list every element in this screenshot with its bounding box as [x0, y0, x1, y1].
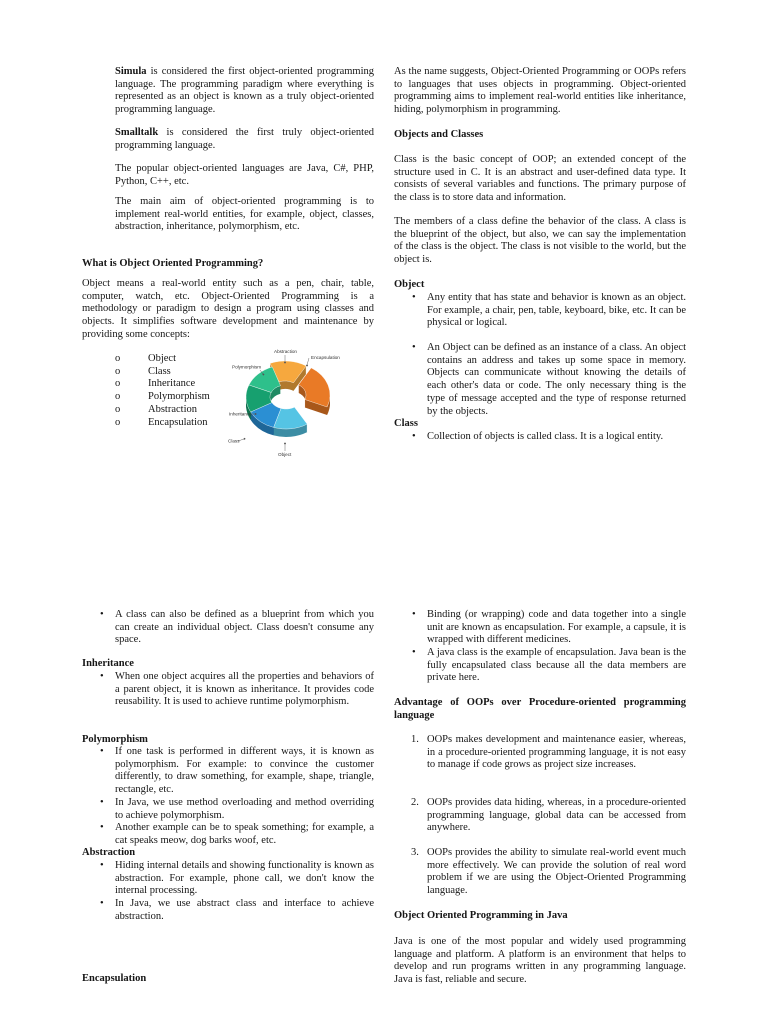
advantage-heading: Advantage of OOPs over Procedure-oriented programming language — [394, 697, 686, 721]
polymorphism-bullet — [100, 822, 374, 847]
bullet-marker: • — [100, 822, 104, 833]
diagram-label-encapsulation: Encapsulation — [311, 355, 340, 360]
leader-dot — [284, 443, 285, 444]
concept-label: Encapsulation — [148, 416, 208, 428]
polymorphism-subheading: Polymorphism — [82, 734, 148, 745]
bullet-marker: • — [412, 609, 416, 620]
encapsulation-bullet — [412, 647, 686, 685]
advantage-item — [411, 797, 686, 835]
diagram-label-polymorphism: Polymorphism — [232, 364, 262, 370]
simula-paragraph — [115, 66, 374, 117]
list-marker: o — [115, 365, 121, 377]
list-number: 3. — [411, 847, 419, 858]
concept-label: Object — [148, 353, 176, 364]
diagram-label-inheritance: Inheritance — [229, 411, 252, 417]
oop-concepts-list — [115, 353, 210, 429]
polymorphism-bullet-text: Another example can be to speak something; for example, a cat speaks meow, dog barks woof, etc. — [115, 822, 374, 846]
polymorphism-bullet-text: If one task is performed in different ways, it is known as polymorphism. For example: to convince the customer differently, to draw something, for example, shape, triangle, rectangle, etc. — [115, 746, 374, 796]
leader-dot — [263, 374, 264, 375]
class-bullet-text: Collection of objects is called class. It is a logical entity. — [427, 431, 664, 442]
inheritance-bullet-text: When one object acquires all the properties and behaviors of a parent object, it is known as inheritance. It provides code reusability. It is used to achieve runtime polymorphism. — [115, 671, 374, 708]
oops-intro-paragraph: As the name suggests, Object-Oriented Programming or OOPs refers to languages that uses objects in programming. Object-oriented programming aims to implement real-world entities like inheritance, hiding, polymorphism in programming. — [394, 66, 686, 116]
abstraction-bullet-text: Hiding internal details and showing functionality is known as abstraction. For example, phone call, we don't know the internal processing. — [115, 860, 374, 897]
diagram-ring — [246, 361, 330, 437]
concept-label: Class — [148, 365, 171, 377]
class-members-paragraph: The members of a class define the behavior of the class. A class is the blueprint of the object, but also, we can say the implementation of the class is the object. The class is not visible to the world, but the object is. — [394, 216, 686, 266]
list-item — [115, 417, 210, 430]
object-bullet — [412, 342, 686, 418]
bullet-marker: • — [100, 746, 104, 757]
class-subheading: Class — [394, 418, 418, 429]
list-marker: o — [115, 391, 121, 403]
object-bullet-text: An Object can be defined as an instance of a class. An object contains an address and takes up some space in memory. Objects can communicate without knowing the details of each other's data or code. The only necessary thing is the type of message accepted and the type of response returned by the objects. — [427, 342, 686, 417]
list-number: 2. — [411, 797, 419, 808]
bullet-marker: • — [100, 609, 104, 620]
smalltalk-paragraph — [115, 127, 374, 152]
abstraction-subheading: Abstraction — [82, 847, 136, 858]
advantage-item — [411, 847, 686, 898]
inheritance-subheading: Inheritance — [82, 658, 134, 669]
bullet-marker: • — [412, 647, 416, 658]
oop-concepts-ring-diagram — [226, 343, 344, 461]
simula-term: Simula — [115, 66, 147, 77]
advantage-text: OOPs makes development and maintenance easier, whereas, in a procedure-oriented programming language, it is not easy to manage if code grows as project size increases. — [427, 734, 686, 771]
object-bullet-text: Any entity that has state and behavior is known as an object. For example, a chair, pen, table, keyboard, bike, etc. It can be physical or logical. — [427, 292, 686, 329]
class-concept-paragraph: Class is the basic concept of OOP; an extended concept of the structure used in C. It is an abstract and user-defined data type. It consists of several variables and functions. The primary purpose of the class is to store data and information. — [394, 154, 686, 204]
encapsulation-bullet — [412, 609, 686, 647]
class-blueprint-bullet — [100, 609, 374, 647]
list-marker: o — [115, 378, 121, 390]
leader-dot — [244, 438, 245, 439]
diagram-label-class: Class — [228, 438, 240, 444]
encapsulation-subheading: Encapsulation — [82, 973, 147, 984]
bullet-marker: • — [412, 342, 416, 353]
encapsulation-bullet-text: Binding (or wrapping) code and data together into a single unit are known as encapsulation. For example, a capsule, it is wrapped with different medicines. — [427, 609, 686, 646]
list-marker: o — [115, 353, 121, 364]
objects-and-classes-heading: Objects and Classes — [394, 129, 484, 140]
bullet-marker: • — [412, 431, 416, 442]
oop-in-java-heading: Object Oriented Programming in Java — [394, 910, 568, 921]
concept-label: Abstraction — [148, 403, 197, 415]
list-item — [115, 353, 210, 366]
what-is-oop-heading: What is Object Oriented Programming? — [82, 258, 264, 269]
leader-dot — [306, 365, 307, 366]
leader-dot — [284, 362, 285, 363]
inheritance-bullet — [100, 671, 374, 709]
polymorphism-bullet-text: In Java, we use method overloading and method overriding to achieve polymorphism. — [115, 797, 374, 821]
bullet-marker: • — [100, 898, 104, 909]
list-number: 1. — [411, 734, 419, 745]
list-item — [115, 391, 210, 404]
concept-label: Inheritance — [148, 378, 196, 390]
bullet-marker: • — [100, 671, 104, 682]
leader-dot — [255, 413, 256, 414]
java-paragraph: Java is one of the most popular and widely used programming language and platform. A platform is an environment that helps to develop and run programs written in any programming language. Java is fast, reliable and secure. — [394, 936, 686, 986]
diagram-label-abstraction: Abstraction — [274, 349, 297, 354]
popular-languages-paragraph: The popular object-oriented languages are Java, C#, PHP, Python, C++, etc. — [115, 163, 374, 187]
list-item — [115, 366, 210, 379]
object-bullet — [412, 292, 686, 330]
polymorphism-bullet — [100, 746, 374, 797]
list-item — [115, 378, 210, 391]
oop-definition-paragraph: Object means a real-world entity such as a pen, chair, table, computer, watch, etc. Object-Oriented Programming is a methodology or paradigm to design a program using classes and objects. It simplifies software development and maintenance by providing some concepts: — [82, 278, 374, 340]
encapsulation-bullet-text: A java class is the example of encapsulation. Java bean is the fully encapsulated class because all the data members are private here. — [427, 647, 686, 684]
list-marker: o — [115, 416, 121, 428]
diagram-label-object: Object — [278, 452, 292, 457]
class-blueprint-text: A class can also be defined as a blueprint from which you can create an individual object. Class doesn't consume any space. — [115, 609, 374, 646]
advantage-item — [411, 734, 686, 772]
smalltalk-term: Smalltalk — [115, 127, 159, 138]
object-subheading: Object — [394, 279, 425, 290]
concept-label: Polymorphism — [148, 391, 210, 403]
bullet-marker: • — [100, 860, 104, 871]
abstraction-bullet-text: In Java, we use abstract class and interface to achieve abstraction. — [115, 898, 374, 922]
smalltalk-text: is considered the first truly object-oriented programming language. — [115, 127, 374, 151]
advantage-text: OOPs provides data hiding, whereas, in a procedure-oriented programming language, global data can be accessed from anywhere. — [427, 797, 686, 834]
polymorphism-bullet — [100, 797, 374, 822]
main-aim-paragraph: The main aim of object-oriented programming is to implement real-world entities, for example, object, classes, abstraction, inheritance, polymorphism, etc. — [115, 196, 374, 233]
abstraction-bullet — [100, 898, 374, 923]
abstraction-bullet — [100, 860, 374, 898]
bullet-marker: • — [412, 292, 416, 303]
list-item — [115, 404, 210, 417]
leader-encapsulation — [307, 358, 309, 365]
bullet-marker: • — [100, 797, 104, 808]
class-bullet — [412, 431, 686, 444]
simula-text: is considered the first object-oriented programming language. The programming paradigm where everything is represented as an object is known as a truly object-oriented programming language. — [115, 66, 374, 116]
list-marker: o — [115, 403, 121, 415]
advantage-text: OOPs provides the ability to simulate real-world event much more effectively. We can provide the solution of real word problem if we are using the Object-Oriented Programming language. — [427, 847, 686, 897]
